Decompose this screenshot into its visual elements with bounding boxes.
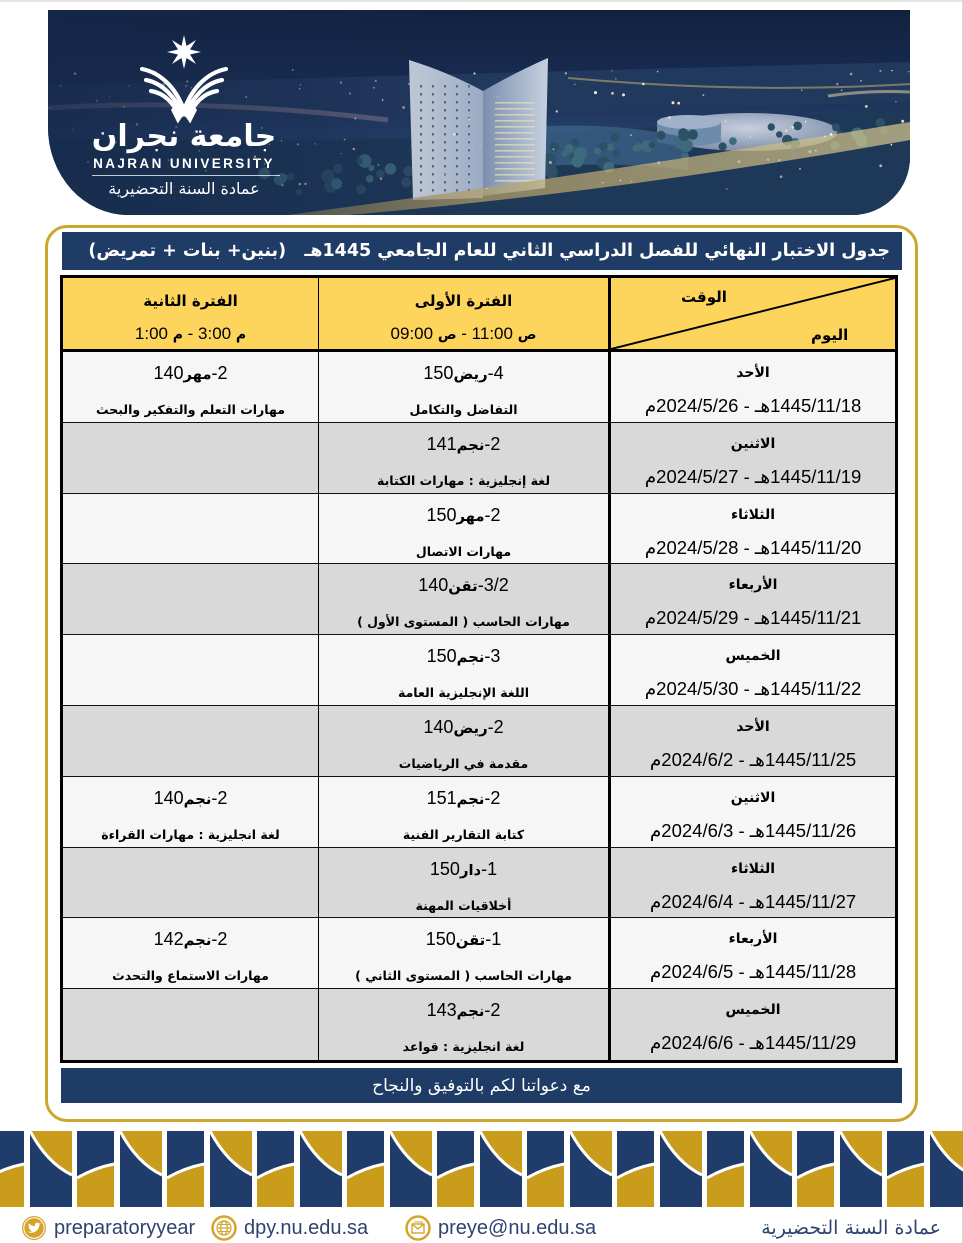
course-code: 140ريض-2 [423,716,504,737]
course-code: 150تقن-1 [425,929,502,950]
table-row [63,635,895,706]
course-code: 150نجم-3 [426,646,501,667]
day-name: الثلاثاء [730,506,776,523]
day-name: الخميس [725,1002,781,1019]
exam-date: 1445/11/22هـ - 2024/5/30م [644,679,862,700]
course-code: 143نجم-2 [426,1000,501,1021]
header-time-label: الوقت [681,288,727,306]
arabic-run: نجم [183,932,212,950]
arabic-run: دار [459,861,482,879]
arabic-run: م [235,327,247,343]
course-name: كتابة التقارير الفنية [402,826,525,842]
day-name: الأحد [736,365,770,381]
arabic-run: ص [517,327,537,343]
globe-icon [211,1215,237,1241]
top-edge-line [0,0,963,2]
university-name-english: NAJRAN UNIVERSITY [93,156,275,171]
website-url: dpy.nu.edu.sa [244,1216,369,1239]
table-row [63,494,895,565]
table-row [63,352,895,423]
logo-divider [92,175,280,176]
course-code: 140تقن-3/2 [418,575,509,596]
period2-cell [63,494,318,564]
exam-date: 1445/11/21هـ - 2024/5/29م [644,608,862,629]
course-name: مهارات الحاسب ( المستوى الثاني ) [355,968,572,984]
email-contact[interactable] [405,1215,596,1241]
exam-date: 1445/11/19هـ - 2024/5/27م [644,466,862,487]
course-code: 150مهر-2 [426,504,501,525]
table-body [63,352,895,1060]
course-name [63,612,318,632]
decorative-tile-pattern [0,1131,963,1207]
day-cell [608,706,895,776]
course-name [63,896,318,916]
table-header-row [63,278,895,352]
website-contact[interactable] [211,1215,368,1241]
day-cell [608,352,895,422]
course-code: 140نجم-2 [153,787,228,808]
arabic-run: نجم [456,1003,485,1021]
period2-cell [63,989,318,1060]
table-row [63,989,895,1060]
tile-strip [0,1131,963,1207]
arabic-run: تقن [448,578,478,596]
course-name [63,754,318,774]
exam-date: 1445/11/26هـ - 2024/6/3م [649,820,857,841]
day-name: الأربعاء [728,577,778,594]
arabic-run: ريض [453,719,488,737]
day-cell [608,989,895,1060]
closing-message: مع دعواتنا لكم بالتوفيق والنجاح [372,1075,591,1096]
course-name [63,471,318,491]
course-name: مهارات الحاسب ( المستوى الأول ) [357,614,570,630]
day-name: الخميس [725,648,781,665]
course-code: 141نجم-2 [426,433,501,454]
exam-date: 1445/11/28هـ - 2024/6/5م [649,962,857,983]
table-row [63,848,895,919]
period1-cell [318,706,608,776]
period1-cell [318,564,608,634]
schedule-title-bar [62,232,902,270]
day-name: الأربعاء [728,931,778,948]
arabic-run: نجم [456,790,485,808]
period2-cell [63,777,318,847]
day-name: الاثنين [730,435,776,452]
arabic-run: نجم [456,436,485,454]
period2-cell [63,352,318,422]
course-code: 150دار-1 [429,858,498,879]
course-name: التفاضل والتكامل [409,402,518,417]
table-row [63,564,895,635]
period1-cell [318,848,608,918]
course-name [63,683,318,703]
course-name: لغة انجليزية : مهارات القراءة [101,826,280,842]
arabic-run: نجم [456,649,485,667]
period2-cell [63,848,318,918]
university-name-arabic: جامعة نجران [91,119,277,154]
course-code: 140مهر-2 [153,363,228,383]
arabic-run: مهر [456,507,485,525]
header-day-time-cell [608,278,895,349]
period1-cell [318,494,608,564]
period1-cell [318,777,608,847]
period1-time: 09:00 ص - 11:00 ص [390,324,537,343]
diagonal-divider [611,278,895,349]
period1-cell [318,635,608,705]
course-name: مهارات الاتصال [415,543,512,559]
closing-message-bar [61,1068,902,1103]
period2-time: 1:00 م - 3:00 م [134,324,247,343]
period1-cell [318,918,608,988]
course-name: مهارات الاستماع والتحدث [112,968,269,984]
exam-date: 1445/11/18هـ - 2024/5/26م [644,396,862,416]
course-name: مهارات التعلم والتفكير والبحث [96,402,285,417]
exam-date: 1445/11/20هـ - 2024/5/28م [644,537,862,558]
campus-banner [48,10,910,215]
exam-date: 1445/11/25هـ - 2024/6/2م [649,749,857,770]
period1-cell [318,352,608,422]
course-name: مقدمة في الرياضيات [398,755,529,771]
course-name: أخلاقيات المهنة [415,897,512,913]
twitter-icon [21,1215,47,1241]
arabic-run: تقن [455,932,486,950]
day-cell [608,918,895,988]
day-cell [608,564,895,634]
schedule-title: جدول الاختبار النهائي للفصل الدراسي الثاني للعام الجامعي 1445هـ (بنين+ بنات + تمريض) [88,241,890,261]
table-row [63,918,895,989]
day-name: الأحد [736,718,770,735]
header-period1-cell [318,278,608,349]
course-code: 151نجم-2 [426,787,501,808]
course-name: لغة إنجليزية : مهارات الكتابة [376,472,551,488]
course-code: 142نجم-2 [153,929,228,950]
day-name: الثلاثاء [730,860,776,877]
period2-label: الفترة الثانية [143,292,238,310]
email-icon [405,1215,431,1241]
exam-date: 1445/11/29هـ - 2024/6/6م [649,1033,857,1054]
day-cell [608,423,895,493]
period2-cell [63,564,318,634]
day-name: الاثنين [730,789,776,806]
course-code: 150ريض-4 [423,363,504,383]
period2-cell [63,635,318,705]
day-cell [608,494,895,564]
course-name [63,1037,318,1057]
arabic-run: ريض [453,366,488,383]
period2-cell [63,423,318,493]
period2-cell [63,706,318,776]
course-name: لغة انجليزية : قواعد [402,1039,525,1055]
arabic-run: نجم [183,790,212,808]
period2-cell [63,918,318,988]
arabic-run: ص [437,327,457,343]
email-address: preye@nu.edu.sa [438,1216,597,1239]
arabic-run: مهر [183,366,212,383]
header-period2-cell [63,278,318,349]
table-row [63,706,895,777]
course-name [63,542,318,562]
header-day-label: اليوم [811,326,849,344]
deanship-name: عمادة السنة التحضيرية [108,179,260,198]
twitter-contact[interactable] [21,1215,195,1241]
twitter-handle: preparatoryyear [54,1216,196,1239]
exam-schedule-table [60,275,898,1063]
day-cell [608,635,895,705]
table-row [63,423,895,494]
period1-label: الفترة الأولى [414,292,513,310]
arabic-run: م [172,327,183,343]
day-cell [608,848,895,918]
day-cell [608,777,895,847]
footer-deanship-name: عمادة السنة التحضيرية [761,1217,941,1239]
course-name: اللغة الإنجليزية العامة [397,685,530,701]
exam-date: 1445/11/27هـ - 2024/6/4م [649,891,857,912]
star-icon [167,35,201,69]
table-row [63,777,895,848]
period1-cell [318,423,608,493]
period1-cell [318,989,608,1060]
